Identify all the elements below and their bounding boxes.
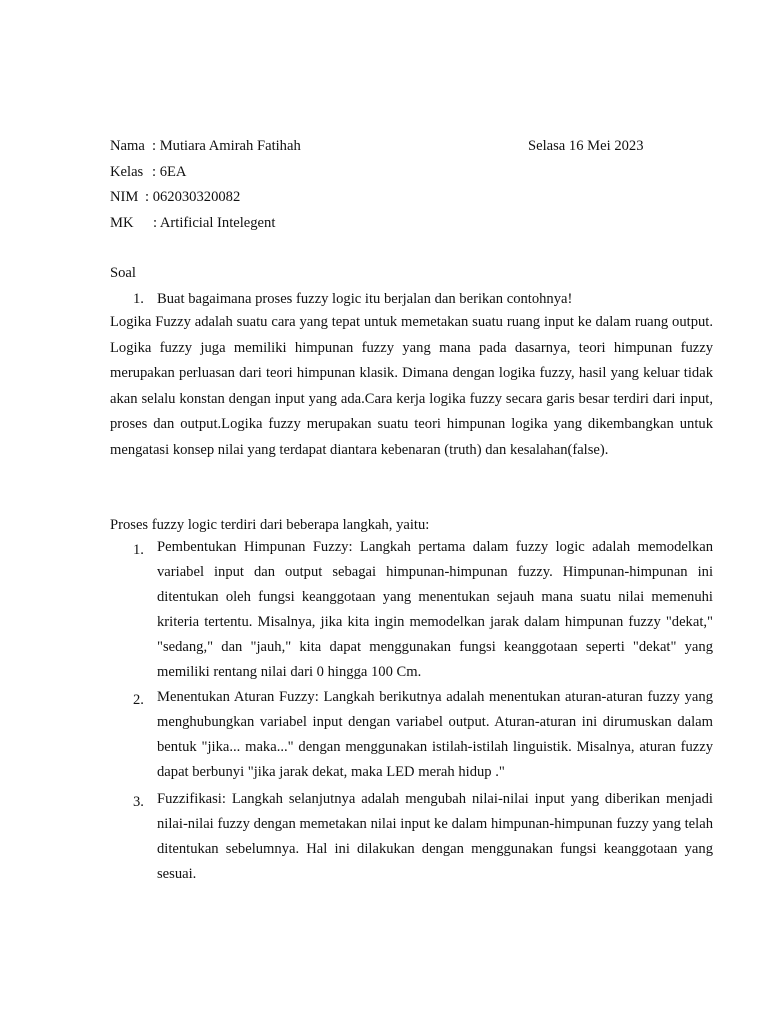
nim-line (110, 188, 240, 206)
mk-value: : Artificial Intelegent (153, 215, 276, 231)
soal-heading: Soal (110, 265, 136, 281)
class-line (110, 163, 186, 181)
class-value: : 6EA (152, 164, 187, 180)
document-date: Selasa 16 Mei 2023 (528, 138, 644, 154)
step-text: Fuzzifikasi: Langkah selanjutnya adalah mengubah nilai-nilai input yang diberikan menjadi nilai-nilai fuzzy dengan memetakan nilai input ke dalam himpunan-himpunan fuzzy yang telah ditentukan sebelumnya. Hal ini dilakukan dengan menggunakan fungsi keanggotaan yang sesuai. (157, 791, 713, 882)
step-text: Menentukan Aturan Fuzzy: Langkah berikutnya adalah menentukan aturan-aturan fuzzy yang menghubungkan variabel input dengan variabel output. Aturan-aturan ini dirumuskan dalam bentuk "jika... maka..." dengan menggunakan istilah-istilah linguistik. Misalnya, aturan fuzzy dapat berbunyi "jika jarak dekat, maka LED merah hidup ." (157, 689, 713, 780)
answer-paragraph: Logika Fuzzy adalah suatu cara yang tepat untuk memetakan suatu ruang input ke dalam ruang output. Logika fuzzy juga memiliki himpunan fuzzy yang mana pada dasarnya, teori himpunan fuzzy merupakan perluasan dari teori himpunan klasik. Dimana dengan logika fuzzy, hasil yang keluar tidak akan selalu konstan dengan input yang ada.Cara kerja logika fuzzy secara garis besar terdiri dari input, proses dan output.Logika fuzzy merupakan suatu teori himpunan logika yang dikembangkan untuk mengatasi konsep nilai yang terdapat diantara kebenaran (truth) dan kesalahan(false). (110, 314, 713, 458)
step-number: 1. (133, 542, 144, 558)
mk-line (110, 214, 275, 232)
question-text: Buat bagaimana proses fuzzy logic itu berjalan dan berikan contohnya! (157, 291, 573, 307)
nim-label: NIM (110, 189, 139, 205)
step-number: 3. (133, 794, 144, 810)
question-number: 1. (133, 291, 144, 307)
class-label: Kelas (110, 164, 144, 180)
step-text: Pembentukan Himpunan Fuzzy: Langkah pertama dalam fuzzy logic adalah memodelkan variabel input dan output sebagai himpunan-himpunan fuzzy. Himpunan-himpunan ini ditentukan oleh fungsi keanggotaan yang menentukan sejauh mana suatu nilai memenuhi kriteria tertentu. Misalnya, jika kita ingin memodelkan jarak dalam himpunan fuzzy "dekat," "sedang," dan "jauh," kita dapat menggunakan fungsi keanggotaan seperti "dekat" yang memiliki rentang nilai dari 0 hingga 100 Cm. (157, 539, 713, 680)
mk-label: MK (110, 215, 134, 231)
name-value: : Mutiara Amirah Fatihah (152, 138, 301, 154)
step-number: 2. (133, 692, 144, 708)
name-line (110, 137, 301, 155)
name-label: Nama (110, 138, 145, 154)
nim-value: : 062030320082 (145, 189, 241, 205)
process-intro: Proses fuzzy logic terdiri dari beberapa langkah, yaitu: (110, 517, 430, 533)
